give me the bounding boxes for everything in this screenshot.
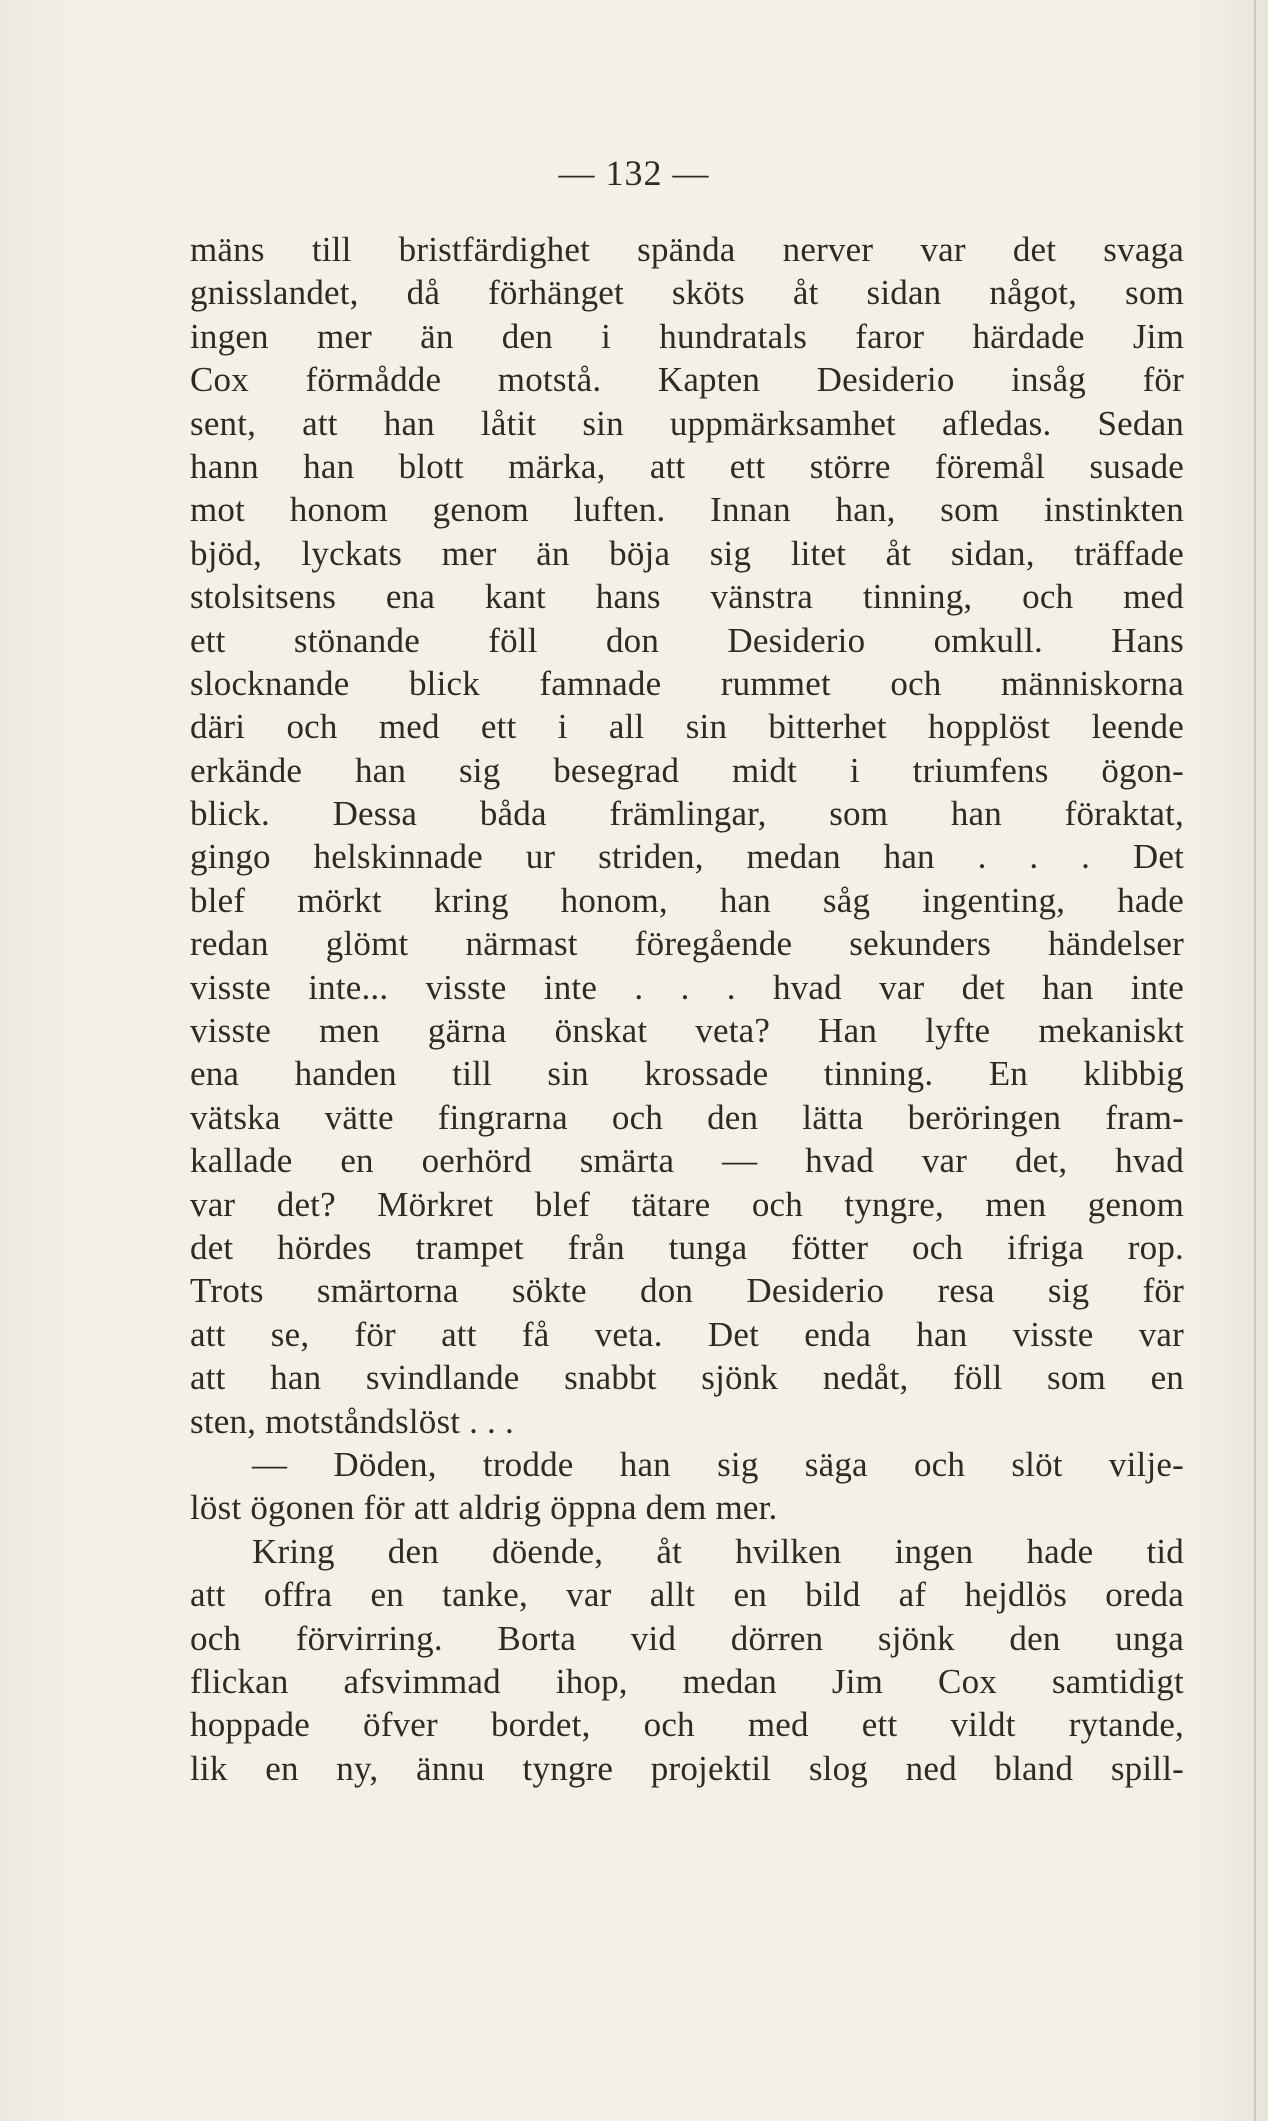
- text-line: slocknande blick famnade rummet och människorna: [190, 663, 1184, 703]
- text-line: att offra en tanke, var allt en bild af hejdlös oreda: [190, 1575, 1184, 1615]
- text-line: blick. Dessa båda främlingar, som han föraktat,: [190, 794, 1184, 834]
- text-line: sent, att han låtit sin uppmärksamhet afledas. Sedan: [190, 403, 1184, 443]
- text-line: Cox förmådde motstå. Kapten Desiderio insåg för: [190, 360, 1184, 400]
- page-edge-shadow: [1254, 0, 1256, 2121]
- text-line: erkände han sig besegrad midt i triumfens ögon-: [190, 750, 1184, 790]
- text-line: ena handen till sin krossade tinning. En klibbig: [190, 1054, 1184, 1094]
- text-line: ett stönande föll don Desiderio omkull. Hans: [190, 620, 1184, 660]
- text-line: mot honom genom luften. Innan han, som instinkten: [190, 490, 1184, 530]
- text-line: hann han blott märka, att ett större föremål susade: [190, 446, 1184, 486]
- text-line: stolsitsens ena kant hans vänstra tinning, och med: [190, 577, 1184, 617]
- text-line: sten, motståndslöst . . .: [190, 1401, 514, 1441]
- text-line: var det? Mörkret blef tätare och tyngre, men genom: [190, 1184, 1184, 1224]
- text-line: redan glömt närmast föregående sekunders händelser: [190, 924, 1184, 964]
- text-line: vätska vätte fingrarna och den lätta beröringen fram-: [190, 1097, 1184, 1137]
- text-line: flickan afsvimmad ihop, medan Jim Cox samtidigt: [190, 1661, 1184, 1701]
- text-line: gnisslandet, då förhänget sköts åt sidan något, som: [190, 273, 1184, 313]
- text-line: visste inte... visste inte . . . hvad var det han inte: [190, 967, 1184, 1007]
- text-line: hoppade öfver bordet, och med ett vildt rytande,: [190, 1705, 1184, 1745]
- text-line: det hördes trampet från tunga fötter och ifriga rop.: [190, 1227, 1184, 1267]
- text-line: bjöd, lyckats mer än böja sig litet åt sidan, träffade: [190, 533, 1184, 573]
- text-line: och förvirring. Borta vid dörren sjönk den unga: [190, 1618, 1184, 1658]
- text-line: att han svindlande snabbt sjönk nedåt, föll som en: [190, 1358, 1184, 1398]
- body-text: [190, 228, 1184, 1790]
- text-line: visste men gärna önskat veta? Han lyfte mekaniskt: [190, 1011, 1184, 1051]
- text-line: kallade en oerhörd smärta — hvad var det, hvad: [190, 1141, 1184, 1181]
- text-line: däri och med ett i all sin bitterhet hopplöst leende: [190, 707, 1184, 747]
- text-line: Kring den döende, åt hvilken ingen hade tid: [252, 1531, 1184, 1571]
- text-line: ingen mer än den i hundratals faror härdade Jim: [190, 316, 1184, 356]
- text-line: Trots smärtorna sökte don Desiderio resa sig för: [190, 1271, 1184, 1311]
- text-line: lik en ny, ännu tyngre projektil slog ned bland spill-: [190, 1748, 1184, 1788]
- text-line: att se, för att få veta. Det enda han visste var: [190, 1314, 1184, 1354]
- text-line: löst ögonen för att aldrig öppna dem mer.: [190, 1488, 778, 1528]
- page-number: — 132 —: [558, 153, 710, 193]
- text-line: gingo helskinnade ur striden, medan han . . . Det: [190, 837, 1184, 877]
- text-line: — Döden, trodde han sig säga och slöt vilje-: [252, 1444, 1184, 1484]
- text-line: mäns till bristfärdighet spända nerver var det svaga: [190, 230, 1184, 269]
- text-line: blef mörkt kring honom, han såg ingenting, hade: [190, 880, 1184, 920]
